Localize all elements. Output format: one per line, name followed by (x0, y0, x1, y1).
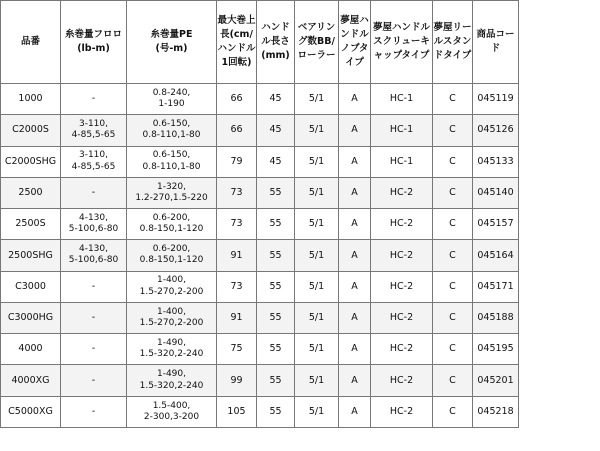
header-bearings: ベアリング数BB/ローラー (295, 1, 339, 84)
cell-model: C3000 (1, 271, 61, 302)
cell-line: 1-400, (156, 275, 186, 286)
cell-pe-capacity (127, 146, 217, 177)
cell-knob-type: A (339, 396, 371, 427)
cell-max-retrieve: 66 (217, 115, 257, 146)
cell-product-code: 045171 (473, 271, 519, 302)
cell-line: 1.5-320,2-240 (139, 380, 204, 391)
cell-bearings: 5/1 (295, 271, 339, 302)
cell-bearings: 5/1 (295, 365, 339, 396)
cell-handle-length: 45 (257, 84, 295, 115)
table-row (1, 240, 519, 271)
cell-screw-cap-type: HC-2 (371, 396, 433, 427)
cell-pe-capacity (127, 271, 217, 302)
cell-product-code: 045126 (473, 115, 519, 146)
header-reel-stand-type: 夢屋リールスタンドタイプ (433, 1, 473, 84)
cell-screw-cap-type: HC-2 (371, 240, 433, 271)
cell-line: 0.6-200, (152, 244, 191, 255)
cell-fluoro-capacity (61, 302, 127, 333)
cell-reel-stand-type: C (433, 334, 473, 365)
cell-model: 2500SHG (1, 240, 61, 271)
cell-pe-capacity (127, 209, 217, 240)
table-row (1, 396, 519, 427)
table-row (1, 334, 519, 365)
cell-model: C2000S (1, 115, 61, 146)
cell-line: 0.6-150, (152, 119, 191, 130)
cell-reel-stand-type: C (433, 84, 473, 115)
cell-line: 4-85,5-65 (71, 130, 116, 141)
cell-reel-stand-type: C (433, 115, 473, 146)
header-handle-length: ハンドル長さ (mm) (257, 1, 295, 84)
cell-screw-cap-type: HC-2 (371, 365, 433, 396)
cell-line: 3-110, (78, 150, 108, 161)
cell-line: 0.8-150,1-120 (139, 255, 204, 266)
cell-model: C3000HG (1, 302, 61, 333)
header-fluoro-capacity: 糸巻量フロロ (lb-m) (61, 1, 127, 84)
cell-knob-type: A (339, 302, 371, 333)
cell-model: 4000XG (1, 365, 61, 396)
cell-line: 1-490, (156, 338, 186, 348)
header-knob-type: 夢屋ハンドルノブタイプ (339, 1, 371, 84)
cell-model: 2500S (1, 209, 61, 240)
cell-line: 5-100,6-80 (68, 224, 119, 235)
cell-line: 5-100,6-80 (68, 255, 119, 266)
cell-reel-stand-type: C (433, 365, 473, 396)
cell-product-code: 045157 (473, 209, 519, 240)
cell-handle-length: 55 (257, 209, 295, 240)
cell-line: 4-130, (78, 244, 108, 255)
cell-line: 1-400, (156, 306, 186, 317)
cell-screw-cap-type: HC-2 (371, 209, 433, 240)
cell-knob-type: A (339, 240, 371, 271)
header-max-retrieve: 最大巻上長(cm/ハンドル1回転) (217, 1, 257, 84)
cell-fluoro-capacity (61, 271, 127, 302)
cell-handle-length: 55 (257, 240, 295, 271)
cell-pe-capacity (127, 115, 217, 146)
cell-reel-stand-type: C (433, 177, 473, 208)
cell-bearings: 5/1 (295, 334, 339, 365)
cell-max-retrieve: 75 (217, 334, 257, 365)
cell-product-code: 045201 (473, 365, 519, 396)
cell-product-code: 045133 (473, 146, 519, 177)
cell-knob-type: A (339, 177, 371, 208)
cell-reel-stand-type: C (433, 146, 473, 177)
cell-pe-capacity (127, 302, 217, 333)
cell-line: 1.5-270,2-200 (139, 317, 204, 328)
cell-line: - (91, 405, 96, 417)
header-row (1, 1, 519, 84)
cell-max-retrieve: 73 (217, 177, 257, 208)
cell-max-retrieve: 73 (217, 209, 257, 240)
cell-line: - (91, 374, 96, 386)
cell-pe-capacity (127, 84, 217, 115)
cell-reel-stand-type: C (433, 240, 473, 271)
cell-line: 0.6-200, (152, 212, 191, 223)
cell-max-retrieve: 79 (217, 146, 257, 177)
cell-screw-cap-type: HC-1 (371, 146, 433, 177)
cell-reel-stand-type: C (433, 271, 473, 302)
cell-screw-cap-type: HC-1 (371, 84, 433, 115)
header-screw-cap-type: 夢屋ハンドルスクリューキャップタイプ (371, 1, 433, 84)
cell-bearings: 5/1 (295, 115, 339, 146)
cell-line: 3-110, (78, 119, 108, 130)
cell-reel-stand-type: C (433, 209, 473, 240)
cell-model: 2500 (1, 177, 61, 208)
cell-fluoro-capacity (61, 240, 127, 271)
cell-bearings: 5/1 (295, 177, 339, 208)
header-product-code: 商品コード (473, 1, 519, 84)
cell-line: - (91, 343, 96, 355)
cell-pe-capacity (127, 396, 217, 427)
table-row (1, 115, 519, 146)
cell-handle-length: 55 (257, 271, 295, 302)
cell-handle-length: 55 (257, 177, 295, 208)
cell-max-retrieve: 105 (217, 396, 257, 427)
table-row (1, 209, 519, 240)
cell-line: 0.8-150,1-120 (139, 224, 204, 235)
cell-screw-cap-type: HC-2 (371, 177, 433, 208)
cell-reel-stand-type: C (433, 302, 473, 333)
cell-max-retrieve: 73 (217, 271, 257, 302)
cell-handle-length: 55 (257, 365, 295, 396)
cell-line: 0.8-110,1-80 (142, 161, 201, 172)
cell-max-retrieve: 91 (217, 302, 257, 333)
cell-line: 4-130, (78, 212, 108, 223)
cell-line: 1-320, (156, 181, 186, 192)
cell-line: 1.2-270,1.5-220 (135, 192, 208, 203)
cell-model: 4000 (1, 334, 61, 365)
cell-fluoro-capacity (61, 365, 127, 396)
table-row (1, 146, 519, 177)
cell-bearings: 5/1 (295, 209, 339, 240)
cell-handle-length: 55 (257, 396, 295, 427)
cell-bearings: 5/1 (295, 396, 339, 427)
cell-line: 0.8-240, (152, 87, 191, 98)
cell-max-retrieve: 99 (217, 365, 257, 396)
cell-product-code: 045119 (473, 84, 519, 115)
cell-knob-type: A (339, 334, 371, 365)
cell-knob-type: A (339, 115, 371, 146)
cell-line: 1.5-320,2-240 (139, 349, 204, 360)
cell-fluoro-capacity (61, 115, 127, 146)
cell-line: 1.5-270,2-200 (139, 286, 204, 297)
cell-line: 0.6-150, (152, 150, 191, 161)
cell-fluoro-capacity (61, 146, 127, 177)
cell-line: 1-190 (158, 99, 185, 110)
cell-model: C5000XG (1, 396, 61, 427)
cell-product-code: 045218 (473, 396, 519, 427)
cell-pe-capacity (127, 240, 217, 271)
table-row (1, 271, 519, 302)
cell-product-code: 045188 (473, 302, 519, 333)
cell-handle-length: 55 (257, 334, 295, 365)
cell-screw-cap-type: HC-2 (371, 271, 433, 302)
cell-screw-cap-type: HC-1 (371, 115, 433, 146)
cell-knob-type: A (339, 146, 371, 177)
cell-line: - (91, 186, 96, 198)
cell-fluoro-capacity (61, 209, 127, 240)
cell-fluoro-capacity (61, 177, 127, 208)
cell-knob-type: A (339, 209, 371, 240)
cell-screw-cap-type: HC-2 (371, 334, 433, 365)
cell-knob-type: A (339, 271, 371, 302)
cell-line: 0.8-110,1-80 (142, 130, 201, 141)
table-row (1, 177, 519, 208)
cell-bearings: 5/1 (295, 302, 339, 333)
cell-max-retrieve: 66 (217, 84, 257, 115)
cell-pe-capacity (127, 365, 217, 396)
cell-line: - (91, 312, 96, 324)
cell-handle-length: 45 (257, 115, 295, 146)
cell-line: 1.5-400, (152, 400, 191, 411)
cell-product-code: 045140 (473, 177, 519, 208)
cell-product-code: 045195 (473, 334, 519, 365)
cell-screw-cap-type: HC-2 (371, 302, 433, 333)
table-row (1, 84, 519, 115)
cell-pe-capacity (127, 334, 217, 365)
cell-handle-length: 55 (257, 302, 295, 333)
cell-handle-length: 45 (257, 146, 295, 177)
cell-line: - (91, 280, 96, 292)
cell-line: 2-300,3-200 (143, 411, 200, 422)
header-pe-capacity: 糸巻量PE (号-m) (127, 1, 217, 84)
cell-max-retrieve: 91 (217, 240, 257, 271)
cell-line: - (91, 93, 96, 105)
cell-line: 1-490, (156, 369, 186, 380)
cell-reel-stand-type: C (433, 396, 473, 427)
cell-line: 4-85,5-65 (71, 161, 116, 172)
cell-pe-capacity (127, 177, 217, 208)
cell-product-code: 045164 (473, 240, 519, 271)
cell-knob-type: A (339, 365, 371, 396)
cell-fluoro-capacity (61, 396, 127, 427)
cell-fluoro-capacity (61, 84, 127, 115)
cell-model: C2000SHG (1, 146, 61, 177)
cell-bearings: 5/1 (295, 146, 339, 177)
cell-knob-type: A (339, 84, 371, 115)
cell-fluoro-capacity (61, 334, 127, 365)
cell-bearings: 5/1 (295, 84, 339, 115)
table-row (1, 365, 519, 396)
header-model: 品番 (1, 1, 61, 84)
table-row (1, 302, 519, 333)
cell-model: 1000 (1, 84, 61, 115)
cell-bearings: 5/1 (295, 240, 339, 271)
